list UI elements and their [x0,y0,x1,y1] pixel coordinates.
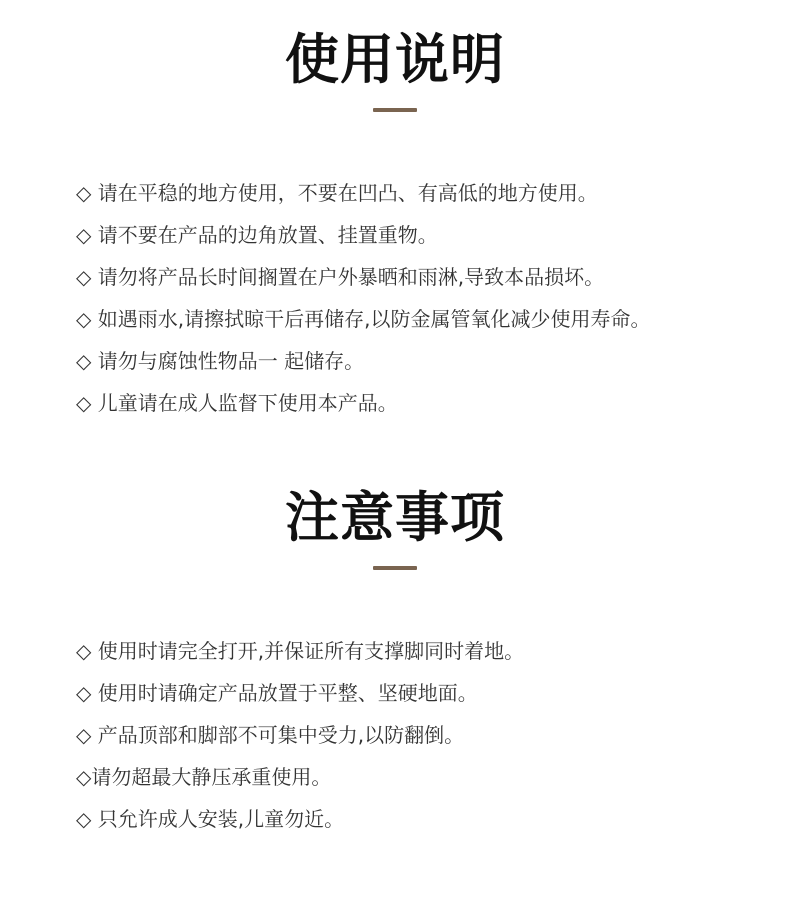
list-item: ◇ 请不要在产品的边角放置、挂置重物。 [76,223,438,247]
usage-list [76,172,776,424]
usage-title: 使用说明 [285,28,505,91]
list-item: ◇ 只允许成人安装,儿童勿近。 [76,807,345,831]
list-item: ◇ 请勿将产品长时间搁置在户外暴晒和雨淋,导致本品损坏。 [76,265,605,289]
list-item: ◇ 产品顶部和脚部不可集中受力,以防翻倒。 [76,723,465,747]
precautions-title: 注意事项 [285,486,505,549]
precautions-section [0,482,790,831]
list-item: ◇ 请在平稳的地方使用，不要在凹凸、有高低的地方使用。 [76,181,598,205]
list-item: ◇请勿超最大静压承重使用。 [76,765,332,789]
list-item: ◇ 如遇雨水,请擦拭晾干后再储存,以防金属管氧化减少使用寿命。 [76,307,651,331]
usage-title-divider [373,108,417,112]
list-item: ◇ 请勿与腐蚀性物品一 起储存。 [76,349,365,373]
usage-instructions-section [0,24,790,415]
list-item: ◇ 使用时请完全打开,并保证所有支撑脚同时着地。 [76,639,525,663]
list-item: ◇ 儿童请在成人监督下使用本产品。 [76,391,398,415]
list-item: ◇ 使用时请确定产品放置于平整、坚硬地面。 [76,681,478,705]
precautions-title-divider [373,566,417,570]
precautions-list [76,630,776,840]
